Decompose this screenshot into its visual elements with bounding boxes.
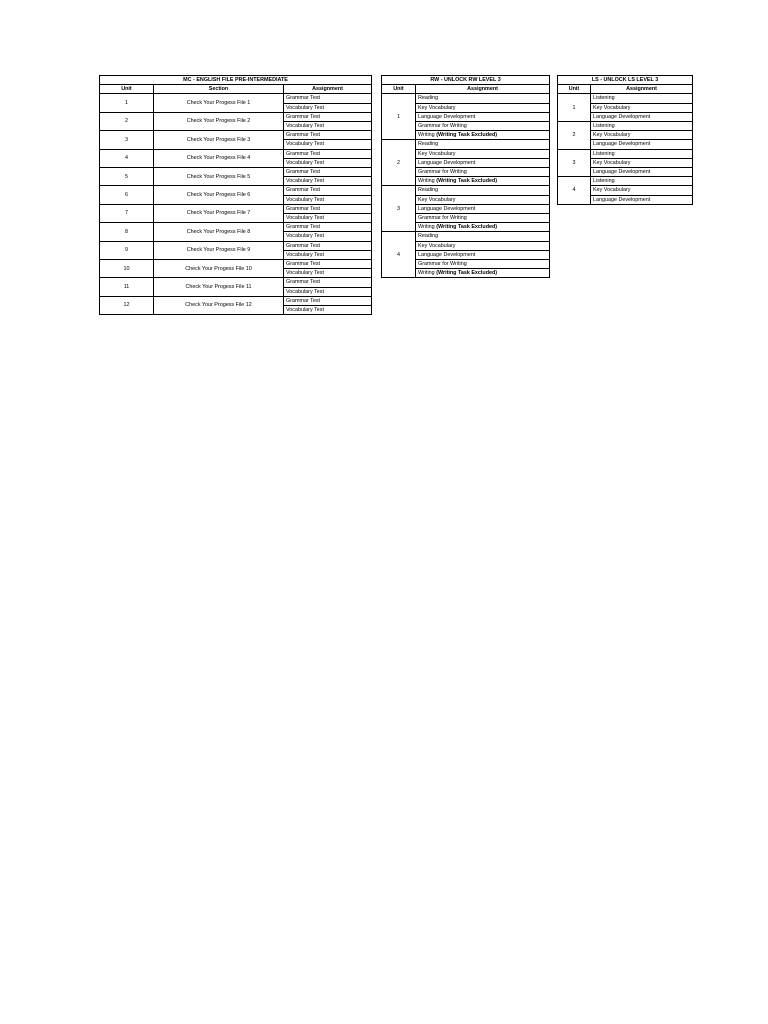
- unit-cell: 2: [382, 140, 416, 186]
- assignment-cell: Vocabulary Test: [284, 306, 372, 315]
- assignment-cell: [416, 168, 550, 177]
- unit-cell: 11: [100, 278, 154, 296]
- assignment-cell: [416, 94, 550, 103]
- assignment-cell: Vocabulary Test: [284, 269, 372, 278]
- assignment-cell: Grammar Test: [284, 168, 372, 177]
- section-cell: Check Your Progess File 1: [154, 94, 284, 112]
- section-cell: Check Your Progess File 7: [154, 204, 284, 222]
- assignment-label: Key Vocabulary: [418, 150, 456, 157]
- assignment-cell: Language Development: [591, 112, 693, 121]
- section-cell: Check Your Progess File 12: [154, 296, 284, 314]
- mc-header-section: Section: [154, 85, 284, 94]
- assignment-cell: Grammar Test: [284, 149, 372, 158]
- table-row: [100, 223, 372, 232]
- assignment-cell: [416, 177, 550, 186]
- writing-note: (Writing Task Excluded): [436, 224, 498, 231]
- assignment-cell: Listening: [591, 149, 693, 158]
- assignment-cell: Vocabulary Test: [284, 122, 372, 131]
- assignment-cell: Grammar Test: [284, 112, 372, 121]
- assignment-cell: Grammar Test: [284, 94, 372, 103]
- assignment-label: Writing: [418, 270, 435, 277]
- table-row: [382, 232, 550, 241]
- assignment-cell: [416, 186, 550, 195]
- unit-cell: 5: [100, 168, 154, 186]
- assignment-cell: Grammar Test: [284, 260, 372, 269]
- table-row: [100, 94, 372, 103]
- table-row: [558, 149, 693, 158]
- assignment-label: Grammar for Writing: [418, 123, 467, 130]
- assignment-label: Reading: [418, 187, 439, 194]
- unit-cell: 3: [558, 149, 591, 177]
- unit-cell: 7: [100, 204, 154, 222]
- ls-header-assignment: Assignment: [591, 85, 693, 94]
- assignment-cell: Vocabulary Test: [284, 195, 372, 204]
- section-cell: Check Your Progess File 10: [154, 260, 284, 278]
- unit-cell: 2: [558, 122, 591, 150]
- rw-header-assignment: Assignment: [416, 85, 550, 94]
- writing-note: (Writing Task Excluded): [436, 132, 498, 139]
- assignment-cell: Grammar Test: [284, 241, 372, 250]
- assignment-cell: [416, 250, 550, 259]
- assignment-label: Reading: [418, 141, 439, 148]
- section-cell: Check Your Progess File 9: [154, 241, 284, 259]
- unit-cell: 3: [382, 186, 416, 232]
- assignment-cell: Grammar Test: [284, 204, 372, 213]
- unit-cell: 2: [100, 112, 154, 130]
- assignment-cell: Grammar Test: [284, 186, 372, 195]
- table-row: [558, 94, 693, 103]
- assignment-label: Reading: [418, 233, 439, 240]
- assignment-cell: [416, 214, 550, 223]
- table-row: [100, 149, 372, 158]
- table-row: [100, 112, 372, 121]
- assignment-cell: Key Vocabulary: [591, 186, 693, 195]
- rw-body: [382, 94, 550, 278]
- assignment-cell: Vocabulary Test: [284, 177, 372, 186]
- table-row: [100, 168, 372, 177]
- assignment-cell: [416, 122, 550, 131]
- assignment-cell: [416, 103, 550, 112]
- table-row: [100, 241, 372, 250]
- assignment-label: Grammar for Writing: [418, 215, 467, 222]
- ls-title: LS - UNLOCK LS LEVEL 3: [558, 76, 693, 85]
- assignment-cell: Vocabulary Test: [284, 287, 372, 296]
- assignment-label: Writing: [418, 224, 435, 231]
- assignment-cell: [416, 158, 550, 167]
- assignment-cell: Key Vocabulary: [591, 131, 693, 140]
- section-cell: Check Your Progess File 6: [154, 186, 284, 204]
- assignment-cell: [416, 223, 550, 232]
- table-row: [100, 204, 372, 213]
- assignment-cell: Language Development: [591, 195, 693, 204]
- assignment-cell: Listening: [591, 94, 693, 103]
- assignment-label: Language Development: [418, 113, 476, 120]
- table-row: [100, 278, 372, 287]
- ls-header-unit: Unit: [558, 85, 591, 94]
- assignment-cell: [416, 140, 550, 149]
- unit-cell: 4: [100, 149, 154, 167]
- unit-cell: 10: [100, 260, 154, 278]
- unit-cell: 1: [382, 94, 416, 140]
- assignment-label: Language Development: [418, 251, 476, 258]
- assignment-cell: Grammar Test: [284, 131, 372, 140]
- unit-cell: 1: [558, 94, 591, 122]
- assignment-label: Language Development: [418, 205, 476, 212]
- assignment-cell: Vocabulary Test: [284, 250, 372, 259]
- assignment-cell: [416, 232, 550, 241]
- assignment-label: Reading: [418, 95, 439, 102]
- assignment-cell: Listening: [591, 177, 693, 186]
- unit-cell: 4: [382, 232, 416, 278]
- assignment-cell: Key Vocabulary: [591, 103, 693, 112]
- assignment-label: Writing: [418, 132, 435, 139]
- unit-cell: 1: [100, 94, 154, 112]
- assignment-label: Grammar for Writing: [418, 169, 467, 176]
- assignment-cell: [416, 195, 550, 204]
- section-cell: Check Your Progess File 3: [154, 131, 284, 149]
- assignment-cell: Vocabulary Test: [284, 214, 372, 223]
- assignment-cell: Language Development: [591, 140, 693, 149]
- table-row: [100, 186, 372, 195]
- section-cell: Check Your Progess File 4: [154, 149, 284, 167]
- assignment-cell: [416, 149, 550, 158]
- assignment-cell: Vocabulary Test: [284, 103, 372, 112]
- section-cell: Check Your Progess File 8: [154, 223, 284, 241]
- unit-cell: 12: [100, 296, 154, 314]
- assignment-cell: Grammar Test: [284, 223, 372, 232]
- table-row: [558, 122, 693, 131]
- assignment-cell: Grammar Test: [284, 296, 372, 305]
- assignment-label: Key Vocabulary: [418, 104, 456, 111]
- table-row: [382, 186, 550, 195]
- table-row: [382, 140, 550, 149]
- assignment-label: Key Vocabulary: [418, 242, 456, 249]
- assignment-label: Key Vocabulary: [418, 196, 456, 203]
- table-row: [382, 94, 550, 103]
- unit-cell: 4: [558, 177, 591, 205]
- table-row: [100, 131, 372, 140]
- unit-cell: 9: [100, 241, 154, 259]
- unit-cell: 3: [100, 131, 154, 149]
- rw-title: RW - UNLOCK RW LEVEL 3: [382, 76, 550, 85]
- assignment-cell: Vocabulary Test: [284, 140, 372, 149]
- mc-header-assignment: Assignment: [284, 85, 372, 94]
- ls-body: [558, 94, 693, 204]
- rw-header-unit: Unit: [382, 85, 416, 94]
- assignment-label: Language Development: [418, 159, 476, 166]
- section-cell: Check Your Progess File 5: [154, 168, 284, 186]
- assignment-cell: Vocabulary Test: [284, 232, 372, 241]
- assignment-cell: Language Development: [591, 168, 693, 177]
- assignment-cell: Grammar Test: [284, 278, 372, 287]
- table-row: [100, 296, 372, 305]
- assignment-cell: [416, 241, 550, 250]
- assignment-cell: [416, 204, 550, 213]
- mc-title: MC - ENGLISH FILE PRE-INTERMEDIATE: [100, 76, 372, 85]
- section-cell: Check Your Progess File 2: [154, 112, 284, 130]
- mc-body: [100, 94, 372, 315]
- assignment-label: Grammar for Writing: [418, 261, 467, 268]
- table-row: [100, 260, 372, 269]
- assignment-cell: [416, 260, 550, 269]
- assignment-cell: [416, 269, 550, 278]
- mc-header-unit: Unit: [100, 85, 154, 94]
- assignment-cell: [416, 131, 550, 140]
- assignment-cell: Key Vocabulary: [591, 158, 693, 167]
- ls-table: [557, 75, 693, 205]
- writing-note: (Writing Task Excluded): [436, 178, 498, 185]
- assignment-label: Writing: [418, 178, 435, 185]
- table-row: [558, 177, 693, 186]
- section-cell: Check Your Progess File 11: [154, 278, 284, 296]
- mc-table: [99, 75, 372, 315]
- assignment-cell: Vocabulary Test: [284, 158, 372, 167]
- assignment-cell: [416, 112, 550, 121]
- unit-cell: 6: [100, 186, 154, 204]
- assignment-cell: Listening: [591, 122, 693, 131]
- writing-note: (Writing Task Excluded): [436, 270, 498, 277]
- rw-table: [381, 75, 550, 278]
- unit-cell: 8: [100, 223, 154, 241]
